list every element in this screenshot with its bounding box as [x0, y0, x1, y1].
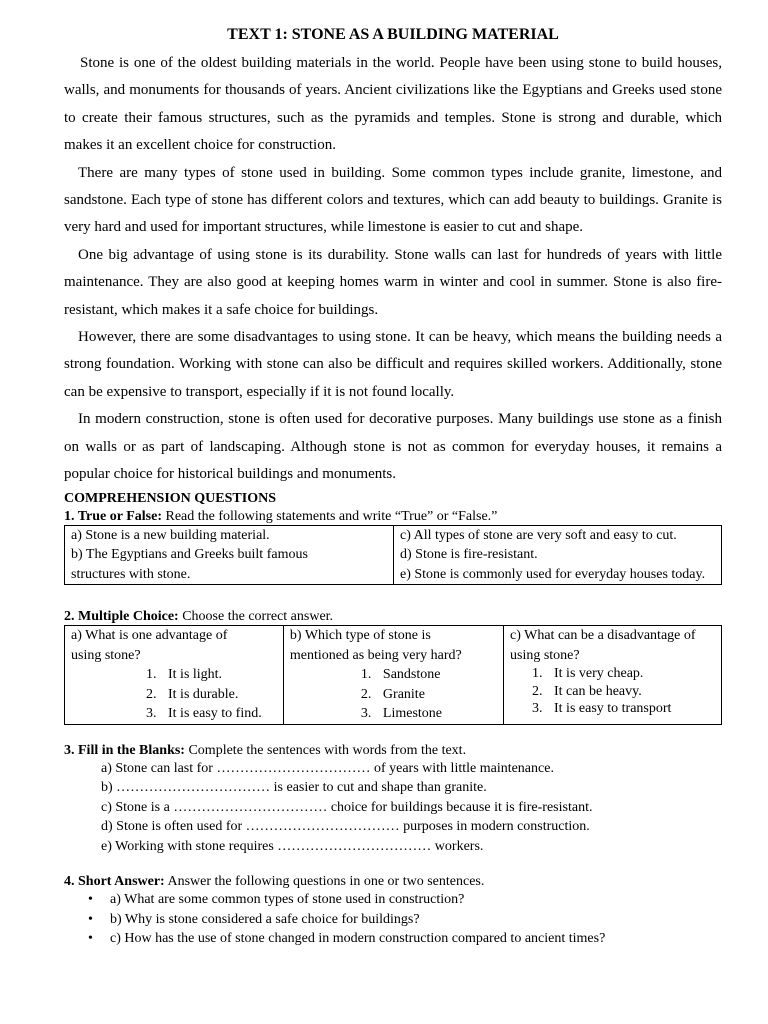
- q4-heading: [64, 873, 722, 890]
- mc-options-b: [290, 665, 497, 724]
- tf-left-cell: [65, 525, 394, 585]
- comprehension-heading: COMPREHENSION QUESTIONS: [64, 490, 276, 506]
- tf-statement-b: b) The Egyptians and Greeks built famous structures with stone.: [71, 547, 308, 582]
- fill-blank-item: a) Stone can last for …………………………… of years with little maintenance.: [101, 760, 554, 776]
- short-answer-list: [64, 890, 722, 949]
- q2-label: 2. Multiple Choice:: [64, 609, 179, 624]
- mc-question-b: b) Which type of stone is mentioned as being very hard?: [289, 628, 462, 663]
- mc-option: 1. Sandstone: [360, 667, 441, 682]
- mc-option: 3. It is easy to find.: [146, 706, 262, 721]
- fill-blank-item: c) Stone is a …………………………… choice for buildings because it is fire-resistant.: [101, 799, 593, 815]
- tf-statement-c: c) All types of stone are very soft and easy to cut.: [400, 527, 677, 543]
- mc-options-a: [71, 665, 277, 724]
- mc-option: 3. It is easy to transport: [532, 701, 672, 716]
- q2-instruction: Choose the correct answer.: [182, 609, 334, 624]
- fill-blanks-list: [64, 759, 722, 857]
- paragraph-5: In modern construction, stone is often used for decorative purposes. Many buildings use stone as a finish on walls or as part of landscaping. Although stone is not as common for everyday houses, it remains a popular choice for historical buildings and monuments.: [64, 411, 722, 483]
- multiple-choice-table: [64, 625, 722, 725]
- tf-statement-e: e) Stone is commonly used for everyday houses today.: [400, 566, 706, 582]
- q4-label: 4. Short Answer:: [64, 874, 165, 889]
- true-false-table: [64, 525, 722, 586]
- mc-option: 2. It is durable.: [146, 686, 239, 702]
- paragraph-4: However, there are some disadvantages to using stone. It can be heavy, which means the building needs a strong foundation. Working with stone can also be difficult and requires skilled workers. Additionally, stone can be expensive to transport, especially if it is not found locally.: [64, 329, 722, 400]
- short-answer-item: • c) How has the use of stone changed in modern construction compared to ancient times?: [88, 929, 722, 949]
- mc-option: 2. It can be heavy.: [532, 683, 642, 699]
- tf-statement-a: a) Stone is a new building material.: [71, 527, 270, 543]
- q4-instruction: Answer the following questions in one or two sentences.: [167, 874, 485, 889]
- tf-statement-d: d) Stone is fire-resistant.: [400, 547, 538, 562]
- mc-question-c: c) What can be a disadvantage of using stone?: [510, 628, 696, 663]
- mc-options-c: [510, 665, 715, 718]
- q1-label: 1. True or False:: [64, 508, 162, 524]
- mc-option: 3. Limestone: [360, 706, 443, 721]
- q3-heading: [64, 742, 722, 759]
- q3-instruction: Complete the sentences with words from the text.: [188, 742, 467, 758]
- fill-blank-item: b) …………………………… is easier to cut and shape than granite.: [101, 780, 487, 795]
- mc-question-a: a) What is one advantage of using stone?: [71, 628, 228, 663]
- document-page: [64, 24, 722, 949]
- mc-option: 1. It is very cheap.: [532, 666, 644, 681]
- paragraph-2: There are many types of stone used in building. Some common types include granite, limestone, and sandstone. Each type of stone has different colors and textures, which can add beauty to buildings. Granite is very hard and used for important structures, while limestone is easier to cut and shape.: [64, 164, 722, 236]
- bullet-icon: •: [88, 892, 93, 907]
- document-title: TEXT 1: STONE AS A BUILDING MATERIAL: [227, 26, 559, 43]
- paragraph-3: One big advantage of using stone is its durability. Stone walls can last for hundreds of years with little maintenance. They are also good at keeping homes warm in winter and cool in summer. Stone is also fire-resistant, which makes it a safe choice for buildings.: [64, 246, 722, 318]
- mc-question-c-cell: [504, 626, 722, 725]
- mc-question-a-cell: [65, 626, 284, 725]
- paragraph-1: Stone is one of the oldest building materials in the world. People have been using stone to build houses, walls, and monuments for thousands of years. Ancient civilizations like the Egyptians and Greeks used stone to create their famous structures, such as the pyramids and temples. Stone is strong and durable, which makes it an excellent choice for construction.: [64, 55, 722, 154]
- mc-option: 1. It is light.: [146, 667, 223, 682]
- mc-question-b-cell: [283, 626, 503, 725]
- fill-blank-item: e) Working with stone requires …………………………… workers.: [101, 838, 484, 854]
- short-answer-item: • a) What are some common types of stone used in construction?: [88, 890, 722, 910]
- mc-option: 2. Granite: [360, 686, 425, 702]
- q1-heading: [64, 508, 722, 525]
- bullet-icon: •: [88, 911, 93, 927]
- tf-right-cell: [394, 525, 722, 585]
- q2-heading: [64, 608, 722, 625]
- fill-blank-item: d) Stone is often used for …………………………… purposes in modern construction.: [101, 819, 590, 834]
- q1-instruction: Read the following statements and write “True” or “False.”: [165, 508, 498, 524]
- q3-label: 3. Fill in the Blanks:: [64, 742, 185, 758]
- bullet-icon: •: [88, 931, 93, 946]
- short-answer-item: • b) Why is stone considered a safe choice for buildings?: [88, 910, 722, 930]
